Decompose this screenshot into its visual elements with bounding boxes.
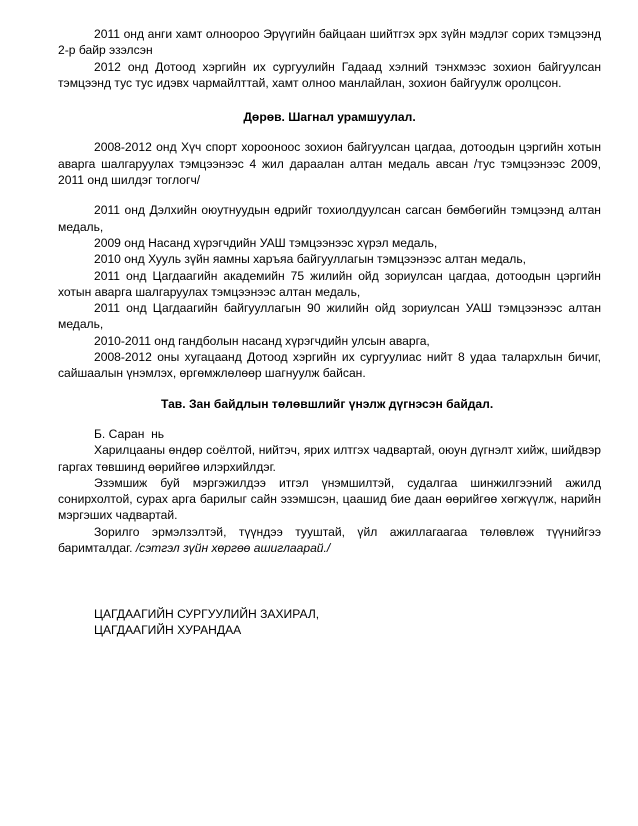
closing-note: /сэтгэл зүйн хөргөө ашиглаарай./ xyxy=(135,541,331,556)
signature-title-2: ЦАГДААГИЙН ХУРАНДАА xyxy=(94,623,242,638)
document-page xyxy=(58,26,601,556)
signature-block xyxy=(94,606,319,639)
section-5-title: Тав. Зан байдлын төлөвшлийг үнэлж дүгнэсэн байдал. xyxy=(161,396,494,411)
award-item-3: 2010 онд Хууль зүйн яамны харъяа байгууллагын тэмцээнээс алтан медаль, xyxy=(94,252,526,267)
character-paragraph-3 xyxy=(58,524,601,557)
section-4-title: Дөрөв. Шагнал урамшуулал. xyxy=(243,110,416,125)
award-item-1: 2011 онд Дэлхийн оюутнуудын өдрийг тохиолдуулсан сагсан бөмбөгийн тэмцээнд алтан медаль, xyxy=(58,203,601,234)
character-subject: Б. Саран нь xyxy=(94,426,165,441)
closing-text: Зорилго эрмэлзэлтэй, түүндээ тууштай, үйл ажиллагаагаа төлөвлөж түүнийгээ баримталдаг. xyxy=(58,524,601,556)
award-item-5: 2011 онд Цагдаагийн байгууллагын 90 жилийн ойд зориулсан УАШ тэмцээнээс алтан медаль, xyxy=(58,301,601,332)
intro-paragraph-2: 2012 онд Дотоод хэргийн их сургуулийн Гадаад хэлний тэнхмээс зохион байгуулсан тэмцээнд тус тус идэвх чармайлттай, хамт олноо манлайлан, зохион байгуулж оролцсон. xyxy=(58,59,601,90)
award-item-6: 2010-2011 онд гандболын насанд хүрэгчдийн улсын аварга, xyxy=(94,333,430,348)
character-paragraph-1: Харилцааны өндөр соёлтой, нийтэч, ярих илтгэх чадвартай, оюун дүгнэлт хийж, шийдвэр гаргах төвшинд өөрийгөө илэрхийлдэг. xyxy=(58,443,601,474)
intro-paragraph-1: 2011 онд анги хамт олноороо Эрүүгийн байцаан шийтгэх эрх зүйн мэдлэг сорих тэмцээнд 2-р байр эзэлсэн xyxy=(58,27,601,58)
spacer xyxy=(58,188,601,202)
award-item-7: 2008-2012 оны хугацаанд Дотоод хэргийн их сургуулиас нийт 8 удаа талархлын бичиг, сайшаалын үнэмлэх, өргөмжлөлөөр шагнуулж байсан. xyxy=(58,350,601,381)
spacer xyxy=(58,125,601,139)
spacer xyxy=(58,382,601,396)
award-item-4: 2011 онд Цагдаагийн академийн 75 жилийн ойд зориулсан цагдаа, дотоодын цэргийн хотын аварга шалгаруулах тэмцээнээс алтан медаль, xyxy=(58,268,601,299)
signature-title-1: ЦАГДААГИЙН СУРГУУЛИЙН ЗАХИРАЛ, xyxy=(94,607,320,621)
character-paragraph-2: Эзэмшиж буй мэргэжилдээ итгэл үнэмшилтэй, судалгаа шинжилгээний ажилд сонирхолтой, сурах арга барилыг сайн эзэмшсэн, цаашид бие даан өөрийгөө хөгжүүлж, нарийн мэргэших чадвартай. xyxy=(58,475,601,523)
section-4-lead: 2008-2012 онд Хүч спорт хорооноос зохион байгуулсан цагдаа, дотоодын цэргийн хотын аварга шалгаруулах тэмцээнээс 4 жил дараалан алтан медаль авсан /тус тэмцээнээс 2009, 2011 онд шилдэг тоглогч/ xyxy=(58,140,601,188)
award-item-2: 2009 онд Насанд хүрэгчдийн УАШ тэмцээнээс хүрэл медаль, xyxy=(94,235,438,250)
spacer xyxy=(58,412,601,426)
spacer xyxy=(58,91,601,109)
